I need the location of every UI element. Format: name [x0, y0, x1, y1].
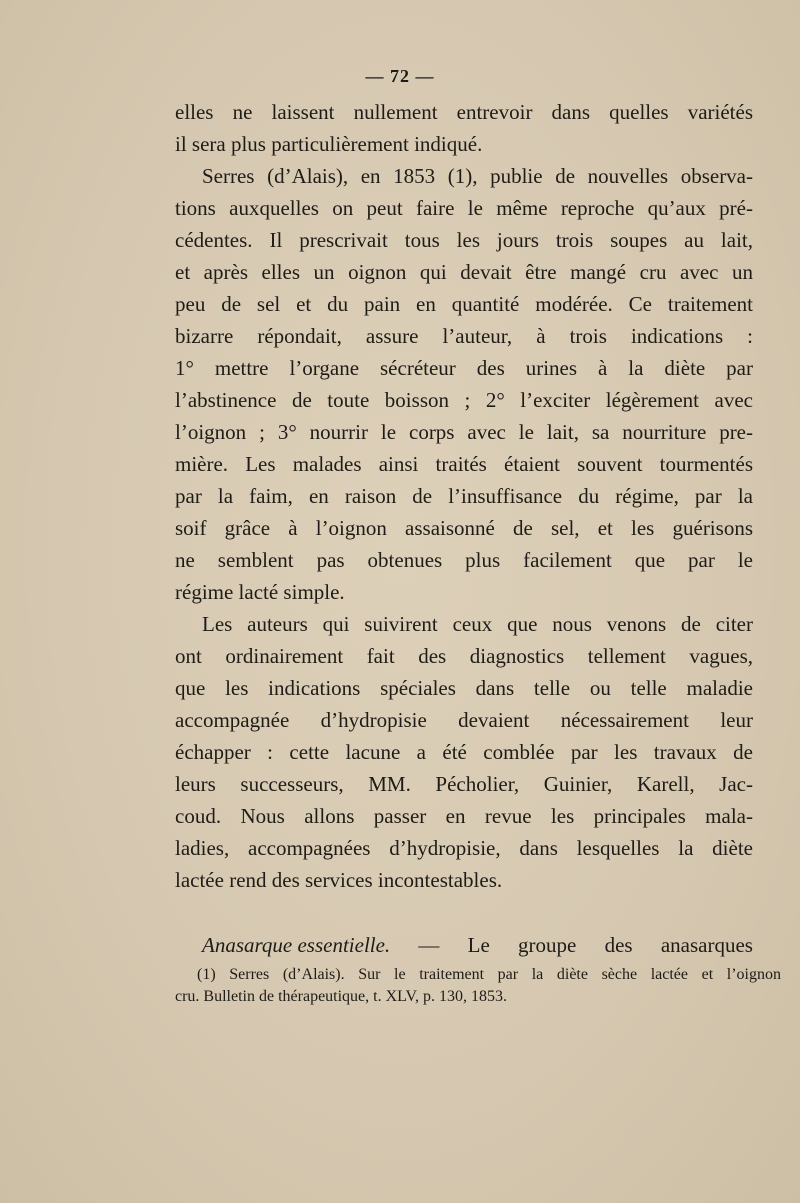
footnote: [175, 964, 781, 1008]
text-line: il sera plus particulièrement indiqué.: [175, 132, 483, 156]
heading-word: Le: [467, 933, 490, 957]
text-line: soif grâce à l’oignon assaisonné de sel, et les guérisons: [175, 516, 753, 540]
section-gap: [175, 896, 753, 929]
text-line: accompagnée d’hydropisie devaient nécessairement leur: [175, 708, 753, 732]
text-line: bizarre répondait, assure l’auteur, à trois indications :: [175, 324, 753, 348]
heading-word: anasarques: [660, 933, 753, 957]
text-line: Les auteurs qui suivirent ceux que nous venons de citer: [202, 612, 753, 636]
text-line: ne semblent pas obtenues plus facilement que par le: [175, 548, 753, 572]
text-line: peu de sel et du pain en quantité modérée. Ce traitement: [175, 292, 753, 316]
body-text: [175, 96, 753, 961]
text-line: leurs successeurs, MM. Pécholier, Guinier, Karell, Jac-: [175, 772, 753, 796]
text-line: cédentes. Il prescrivait tous les jours trois soupes au lait,: [175, 228, 753, 252]
text-line: tions auxquelles on peut faire le même reproche qu’aux pré-: [175, 196, 753, 220]
text-line: l’oignon ; 3° nourrir le corps avec le lait, sa nourriture pre-: [175, 420, 753, 444]
page-number: — 72 —: [365, 66, 435, 86]
text-line: l’abstinence de toute boisson ; 2° l’exciter légèrement avec: [175, 388, 753, 412]
paragraph: [175, 96, 753, 160]
heading-dash: —: [418, 933, 440, 957]
section-heading: Anasarque essentielle.: [202, 933, 391, 957]
text-line: régime lacté simple.: [175, 580, 345, 604]
text-line: et après elles un oignon qui devait être mangé cru avec un: [175, 260, 753, 284]
text-line: que les indications spéciales dans telle ou telle maladie: [175, 676, 753, 700]
heading-word: groupe: [518, 933, 577, 957]
text-line: 1° mettre l’organe sécréteur des urines à la diète par: [175, 356, 753, 380]
section-heading-line: [175, 929, 753, 961]
text-line: lactée rend des services incontestables.: [175, 868, 503, 892]
footnote-line: (1) Serres (d’Alais). Sur le traitement par la diète sèche lactée et l’oignon: [197, 966, 781, 983]
text-line: ont ordinairement fait des diagnostics tellement vagues,: [175, 644, 753, 668]
text-line: par la faim, en raison de l’insuffisance du régime, par la: [175, 484, 753, 508]
paragraph: [175, 160, 753, 608]
text-line: mière. Les malades ainsi traités étaient souvent tourmentés: [175, 452, 753, 476]
text-line: échapper : cette lacune a été comblée par les travaux de: [175, 740, 753, 764]
text-line: elles ne laissent nullement entrevoir dans quelles variétés: [175, 100, 753, 124]
footnote-line: cru. Bulletin de thérapeutique, t. XLV, p. 130, 1853.: [175, 988, 507, 1005]
heading-word: des: [604, 933, 633, 957]
paragraph: [175, 608, 753, 896]
text-line: ladies, accompagnées d’hydropisie, dans lesquelles la diète: [175, 836, 753, 860]
text-line: coud. Nous allons passer en revue les principales mala-: [175, 804, 753, 828]
text-line: Serres (d’Alais), en 1853 (1), publie de nouvelles observa-: [202, 164, 753, 188]
